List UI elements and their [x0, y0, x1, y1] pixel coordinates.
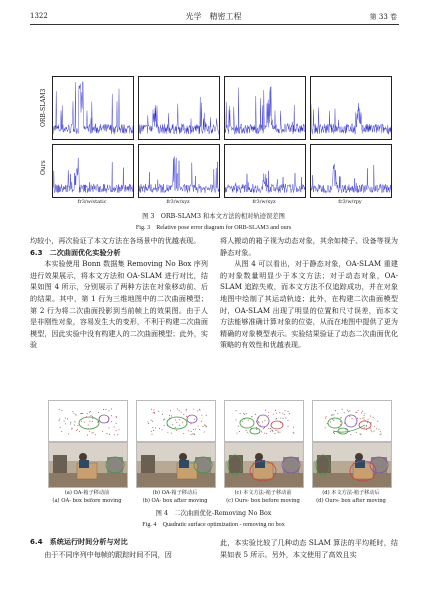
map-panel-c — [224, 400, 304, 442]
x-label-1: fr3/w/static — [77, 199, 107, 205]
error-plot-r2-c2 — [138, 144, 220, 198]
frame-panel-a — [48, 442, 128, 488]
bottom-right-paragraph: 此，本实验比较了几种动态 SLAM 算法的平均耗时，结果如表 5 所示。另外，本文使用了高效且实 — [220, 538, 398, 559]
map-panel-a — [48, 400, 128, 442]
sublabel-d-en: (d) Ours- box after moving — [316, 498, 386, 504]
error-plot-r1-c1 — [52, 76, 134, 140]
section-6-4-heading: 6.4 系统运行时间分析与对比 — [30, 537, 128, 546]
x-label-3: fr3/w/xyz — [252, 199, 276, 205]
error-plot-r2-c3 — [224, 144, 306, 198]
map-panel-d — [312, 400, 392, 442]
right-column — [220, 235, 398, 351]
error-plot-r2-c4 — [310, 144, 392, 198]
map-panel-b — [136, 400, 216, 442]
x-label-2: fr3/w/xyz — [166, 199, 190, 205]
row-label-ours: Ours — [40, 160, 47, 176]
bottom-right-text — [220, 537, 398, 560]
error-trace — [53, 82, 133, 134]
header-rule — [30, 24, 399, 25]
row-label-orbslam3: ORB-SLAM3 — [40, 88, 47, 128]
fig3-caption-en: Fig. 3 Relative pose error diagram for ORB-SLAM3 and ours — [135, 225, 292, 231]
frame-panel-b — [136, 442, 216, 488]
fig4-caption-cn: 图 4 二次曲面优化-Removing No Box — [155, 510, 272, 517]
fig3-caption-cn: 图 3 ORB-SLAM3 和本文方法的相对轨迹误差图 — [142, 213, 285, 220]
right-paragraph-1: 将人搬动的箱子视为动态对象，其余如椅子、设备等视为静态对象。 — [220, 236, 398, 257]
error-trace — [225, 171, 305, 193]
volume-label: 第 33 卷 — [369, 13, 397, 21]
bottom-left-paragraph: 由于不同序列中每帧的跟踪时间不同，因 — [44, 550, 172, 559]
error-plot-r1-c2 — [138, 76, 220, 140]
error-trace — [311, 164, 391, 193]
fig4-sublabel-a — [48, 489, 126, 505]
fig4-caption-en: Fig. 4 Quadratic surface optimization - removing no box — [142, 522, 285, 528]
fig4-sublabel-d — [312, 489, 390, 505]
frame-panel-c — [224, 442, 304, 488]
sublabel-c-en: (c) Ours- box before moving — [226, 498, 300, 504]
left-paragraph-2: 本实验使用 Bonn 数据集 Removing No Box 序列进行效果展示，将本文方法和 OA-SLAM 进行对比，结果如图 4 所示，分别展示了两种方法在对象移动前、后的结果。其中，第 1 行为三维地图中的二次曲面模型；第 2 行为将二次曲面投影到当前帧上的效果图。由于人是非刚性对象，容易发生大的变形，不利于构建二次曲面模型，因此实验中没有构建人的二次曲面模型；此外，实验 — [30, 259, 208, 350]
fig4-sublabel-c — [224, 489, 302, 505]
sublabel-d-cn: (d) 本文方法-箱子移动后 — [322, 490, 380, 496]
error-trace — [139, 157, 219, 193]
sublabel-b-cn: (b) OA-箱子移动后 — [152, 490, 198, 496]
journal-title: 光学 精密工程 — [185, 12, 242, 21]
frame-panel-d — [312, 442, 392, 488]
error-plot-r1-c3 — [224, 76, 306, 140]
fig4-sublabel-b — [136, 489, 214, 505]
error-trace — [311, 103, 391, 134]
section-6-3-heading: 6.3 二次曲面优化实验分析 — [30, 247, 121, 257]
error-trace — [139, 97, 219, 134]
error-plot-r1-c4 — [310, 76, 392, 140]
error-trace — [53, 158, 133, 193]
error-trace — [225, 86, 305, 134]
right-paragraph-2: 从图 4 可以看出，对于静态对象，OA-SLAM 重建的对象数量明显少于本文方法；对于动态对象，OA-SLAM 追踪失败，而本文方法不仅追踪成功，并在对象地图中绘制了其运动轨迹；此外，在构建二次曲面模型时，OA-SLAM 出现了明显的位置和尺寸误差，而本文方法能够准确计算对象的位姿，从而在地图中提供了更为精确的对象模型表示。实验结果验证了动态二次曲面优化策略的有效性和优越表现。 — [220, 259, 398, 350]
left-column — [30, 235, 208, 351]
sublabel-b-en: (b) OA- box after moving — [142, 498, 208, 504]
sublabel-a-cn: (a) OA-箱子移动前 — [64, 490, 110, 496]
page-number: 1322 — [30, 12, 48, 20]
x-label-4: fr3/w/rpy — [338, 199, 362, 205]
left-paragraph-1: 均较小，再次验证了本文方法在各场景中的优越表现。 — [30, 236, 201, 245]
error-plot-r2-c1 — [52, 144, 134, 198]
bottom-left-text — [30, 549, 208, 561]
sublabel-c-cn: (c) 本文方法-箱子移动前 — [234, 490, 292, 496]
sublabel-a-en: (a) OA- box before moving — [52, 498, 122, 504]
